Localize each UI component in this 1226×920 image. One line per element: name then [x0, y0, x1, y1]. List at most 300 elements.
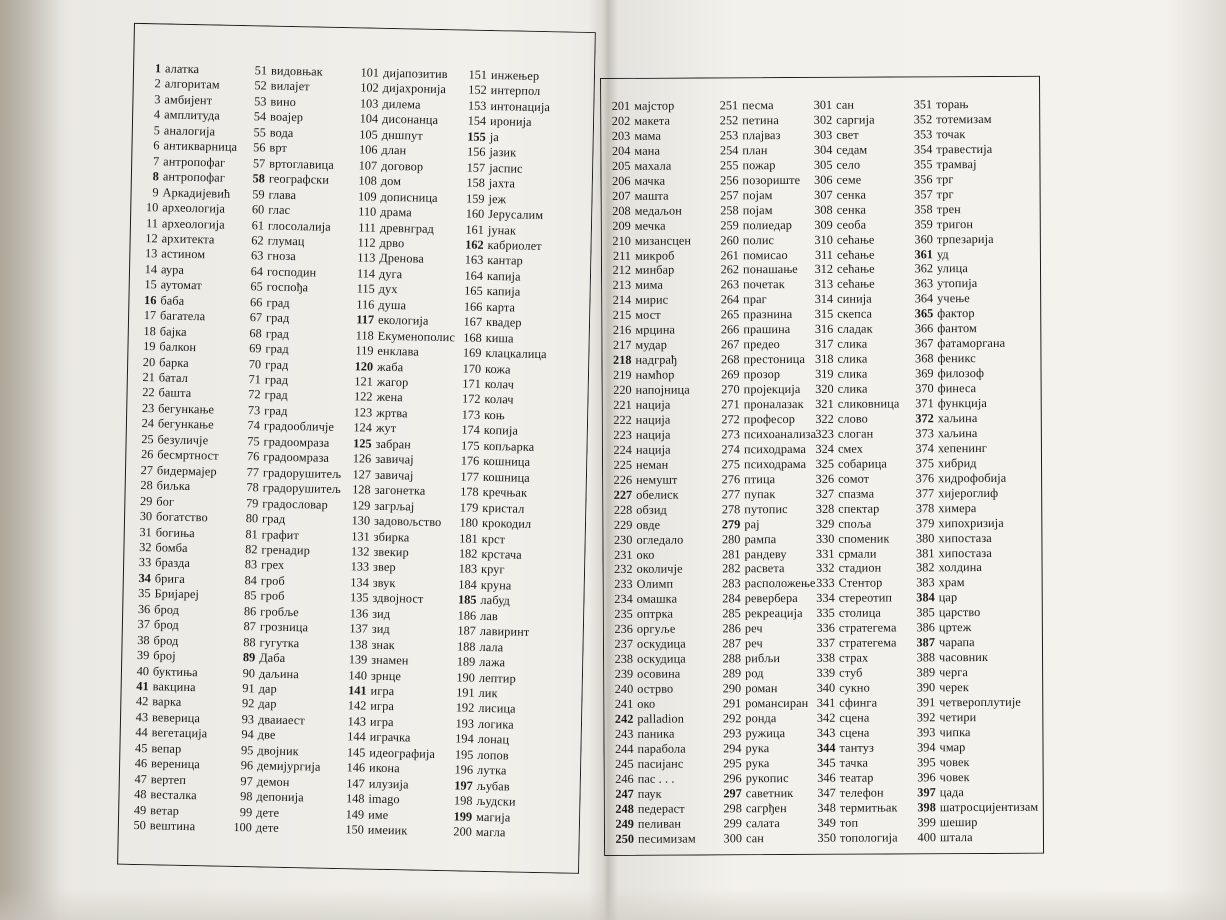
entry-word: сомот: [838, 471, 870, 486]
entry-number: 226: [613, 472, 633, 487]
entry-word: дрво: [379, 235, 405, 251]
index-entry: [127, 741, 181, 756]
entry-word: хаљина: [937, 410, 978, 426]
index-entry: [340, 807, 388, 822]
index-entry: [812, 456, 887, 470]
entry-number: 171: [462, 376, 481, 391]
index-entry: [814, 755, 868, 769]
entry-word: астином: [161, 246, 206, 262]
index-entry: [458, 299, 515, 314]
entry-word: зид: [371, 621, 391, 637]
index-entry: [814, 800, 898, 814]
entry-word: љубав: [476, 778, 510, 794]
index-entry: [718, 412, 795, 426]
entry-word: чарапа: [938, 635, 975, 650]
entry-number: 42: [135, 694, 149, 709]
index-entry: [341, 760, 400, 775]
index-entry: [461, 176, 515, 191]
index-entry: [231, 743, 299, 758]
entry-number: 106: [358, 142, 378, 157]
entry-word: дншпут: [381, 127, 423, 143]
entry-number: 32: [139, 539, 152, 555]
entry-word: завичај: [375, 451, 414, 467]
index-entry: [351, 235, 404, 250]
entry-word: Даба: [259, 650, 286, 666]
entry-number: 162: [465, 237, 484, 252]
entry-word: дијапозитив: [382, 65, 448, 82]
entry-word: архитекта: [161, 231, 215, 247]
entry-number: 396: [917, 770, 936, 785]
entry-word: бидермајер: [156, 463, 217, 479]
entry-word: град: [264, 372, 289, 387]
entry-word: паника: [637, 726, 675, 741]
index-entry: [140, 92, 212, 107]
entry-word: трг: [936, 186, 954, 201]
entry-number: 169: [462, 345, 482, 360]
index-entry: [814, 770, 874, 784]
entry-number: 215: [612, 308, 632, 323]
entry-word: кабриолет: [487, 237, 542, 253]
entry-word: археологија: [162, 200, 226, 216]
entry-number: 60: [251, 202, 265, 217]
entry-word: спектар: [838, 501, 880, 516]
index-entry: [813, 725, 869, 739]
index-entry: [717, 307, 792, 321]
entry-word: Дренова: [379, 251, 424, 267]
index-entry: [814, 785, 884, 799]
entry-number: 83: [244, 557, 258, 572]
entry-number: 247: [615, 786, 634, 801]
index-entry: [454, 515, 531, 531]
entry-number: 276: [721, 472, 741, 487]
entry-word: завичај: [374, 467, 414, 483]
entry-word: слоган: [837, 426, 874, 441]
entry-word: Јерусалим: [488, 206, 544, 223]
entry-number: 35: [138, 586, 151, 601]
entry-word: градоомраза: [263, 434, 330, 450]
entry-word: топ: [839, 815, 859, 830]
index-entry: [237, 480, 341, 496]
entry-word: макета: [634, 113, 671, 128]
entry-word: демон: [256, 774, 290, 789]
entry-number: 309: [814, 217, 833, 232]
index-entry: [460, 222, 516, 237]
entry-number: 223: [613, 427, 632, 442]
index-entry: [238, 418, 334, 434]
index-entry: [912, 426, 978, 440]
entry-word: расвета: [744, 561, 785, 576]
index-entry: [911, 202, 961, 216]
entry-number: 124: [353, 420, 373, 436]
index-entry: [451, 670, 516, 685]
entry-number: 360: [914, 231, 933, 246]
entry-number: 188: [456, 639, 476, 654]
entry-number: 214: [612, 293, 632, 308]
entry-word: саветник: [745, 785, 794, 800]
index-entry: [230, 789, 304, 804]
entry-number: 357: [914, 186, 933, 202]
index-entry: [717, 248, 788, 262]
entry-number: 243: [614, 726, 634, 741]
index-entry: [136, 293, 184, 308]
index-entry: [610, 472, 677, 486]
entry-word: ронда: [745, 711, 777, 726]
entry-word: вино: [270, 94, 297, 109]
index-entry: [610, 502, 667, 516]
index-entry: [812, 412, 868, 426]
entry-number: 6: [153, 138, 160, 153]
index-entry: [242, 202, 290, 217]
index-entry: [720, 801, 787, 815]
entry-word: квадер: [485, 315, 522, 330]
entry-word: дом: [380, 173, 402, 189]
entry-number: 81: [245, 526, 258, 541]
index-entry: [912, 486, 998, 500]
entry-number: 277: [721, 486, 741, 502]
entry-word: тантуз: [839, 740, 874, 755]
index-entry: [242, 233, 305, 248]
index-entry: [810, 172, 861, 186]
entry-number: 7: [152, 153, 160, 169]
entry-number: 221: [613, 397, 632, 412]
entry-word: сан: [745, 830, 764, 845]
entry-word: људски: [476, 793, 516, 809]
index-entry: [234, 588, 284, 603]
entry-word: звер: [372, 560, 396, 575]
entry-number: 123: [353, 405, 373, 420]
entry-number: 370: [915, 381, 934, 396]
entry-number: 253: [719, 128, 739, 143]
entry-number: 339: [816, 665, 836, 680]
entry-number: 307: [814, 187, 833, 202]
entry-word: дар: [258, 681, 277, 696]
index-entry: [340, 822, 408, 837]
entry-word: сећање: [837, 276, 875, 292]
entry-number: 380: [915, 530, 935, 545]
index-entry: [236, 526, 299, 541]
index-entry: [716, 113, 779, 127]
index-entry: [344, 621, 390, 636]
entry-number: 199: [453, 808, 473, 824]
entry-number: 134: [350, 575, 369, 590]
entry-word: богиња: [155, 524, 195, 540]
entry-number: 103: [359, 96, 379, 111]
index-entry: [609, 338, 667, 352]
entry-number: 244: [615, 741, 634, 756]
index-entry: [611, 741, 685, 755]
entry-word: рандеву: [744, 546, 787, 561]
entry-word: драма: [380, 204, 412, 220]
entry-word: кошница: [482, 469, 530, 485]
entry-number: 325: [815, 456, 835, 471]
entry-word: смех: [837, 441, 864, 456]
index-entry: [911, 291, 970, 305]
entry-number: 179: [459, 500, 479, 515]
entry-number: 131: [351, 528, 370, 544]
index-entry: [609, 293, 668, 307]
entry-number: 29: [139, 493, 153, 508]
index-entry: [814, 830, 898, 844]
entry-number: 302: [813, 112, 833, 127]
index-entry: [912, 456, 977, 470]
entry-number: 299: [723, 815, 742, 830]
index-entry: [462, 114, 532, 129]
index-entry: [911, 306, 974, 320]
entry-number: 240: [614, 681, 634, 696]
entry-number: 275: [721, 457, 741, 472]
entry-number: 230: [613, 532, 633, 547]
entry-number: 17: [143, 308, 157, 323]
index-entry: [135, 370, 188, 385]
entry-word: парабола: [637, 741, 686, 756]
entry-number: 273: [721, 427, 740, 442]
entry-number: 289: [722, 666, 742, 681]
entry-number: 166: [463, 299, 483, 314]
index-entry: [456, 407, 505, 422]
entry-word: филозоф: [937, 366, 985, 381]
entry-word: село: [836, 157, 861, 172]
entry-word: хипостаза: [938, 530, 992, 545]
entry-number: 340: [816, 680, 836, 695]
entry-word: седам: [836, 142, 868, 157]
entry-number: 98: [240, 789, 253, 804]
entry-number: 73: [247, 403, 261, 418]
entry-word: град: [265, 310, 290, 326]
index-entry: [610, 383, 690, 397]
entry-word: реч: [744, 636, 763, 651]
entry-number: 298: [723, 800, 742, 816]
index-entry: [451, 654, 505, 669]
index-entry: [134, 401, 214, 417]
entry-number: 343: [816, 725, 836, 740]
entry-number: 323: [815, 426, 834, 441]
index-entry: [132, 493, 174, 508]
entry-word: гренадир: [261, 542, 311, 558]
entry-word: глас: [268, 202, 291, 218]
entry-number: 316: [814, 322, 834, 337]
entry-number: 328: [815, 501, 835, 516]
index-entry: [239, 357, 289, 372]
index-entry: [914, 785, 964, 799]
entry-number: 137: [349, 621, 369, 636]
entry-number: 173: [461, 407, 481, 422]
entry-number: 337: [816, 635, 835, 651]
entry-number: 207: [612, 188, 631, 203]
entry-word: кристал: [482, 500, 525, 516]
entry-word: крст: [481, 531, 506, 546]
entry-number: 91: [242, 681, 255, 696]
entry-word: праг: [743, 292, 767, 307]
entry-word: жут: [375, 421, 397, 436]
entry-number: 266: [720, 322, 740, 337]
entry-number: 50: [133, 818, 147, 833]
entry-number: 350: [817, 830, 837, 845]
entry-word: нација: [635, 397, 671, 412]
entry-number: 264: [720, 292, 740, 307]
entry-number: 163: [464, 252, 484, 268]
index-entry: [810, 157, 860, 171]
entry-word: неман: [635, 457, 669, 472]
entry-word: сећање: [836, 232, 875, 247]
entry-number: 3: [154, 92, 161, 107]
entry-word: лутка: [476, 763, 507, 778]
entry-number: 181: [459, 530, 478, 546]
entry-number: 208: [612, 203, 631, 218]
entry-number: 139: [348, 652, 368, 667]
entry-number: 201: [611, 98, 631, 113]
entry-number: 145: [346, 745, 366, 760]
entry-number: 362: [914, 261, 934, 276]
index-entry: [717, 322, 790, 336]
entry-word: забран: [375, 436, 412, 452]
entry-word: мечка: [634, 218, 666, 233]
entry-number: 285: [722, 606, 741, 621]
entry-number: 80: [245, 511, 259, 526]
entry-word: лисица: [478, 701, 516, 717]
entry-word: дваиаест: [257, 712, 305, 728]
index-entry: [718, 427, 816, 442]
entry-word: градообличје: [263, 418, 335, 435]
entry-number: 151: [468, 67, 488, 82]
entry-number: 184: [458, 577, 477, 592]
entry-number: 258: [720, 202, 739, 218]
entry-word: слика: [837, 381, 868, 396]
entry-word: иронија: [489, 114, 532, 130]
entry-number: 159: [465, 191, 485, 206]
entry-number: 24: [141, 416, 155, 431]
index-entry: [244, 109, 303, 124]
index-entry: [716, 143, 767, 157]
entry-word: вертеп: [150, 771, 187, 787]
index-entry: [352, 220, 434, 236]
index-entry: [459, 253, 523, 268]
entry-word: уд: [936, 246, 949, 261]
index-entry: [450, 701, 516, 716]
index-entry: [611, 727, 674, 741]
index-entry: [448, 809, 511, 824]
entry-word: брод: [153, 617, 179, 633]
index-entry: [611, 562, 683, 576]
entry-word: реверберa: [744, 591, 798, 606]
entry-word: градословар: [262, 496, 328, 512]
entry-word: географски: [268, 171, 330, 187]
entry-word: трг: [936, 171, 954, 186]
entry-word: цртеж: [938, 620, 972, 635]
entry-word: черга: [939, 665, 968, 680]
entry-word: круна: [480, 577, 512, 593]
entry-number: 110: [358, 204, 377, 219]
entry-word: барка: [159, 354, 189, 370]
index-entry: [140, 107, 220, 123]
entry-word: зид: [372, 606, 391, 621]
entry-number: 355: [913, 157, 933, 172]
index-entry: [609, 203, 682, 217]
entry-word: гноза: [267, 248, 297, 264]
entry-number: 383: [916, 575, 935, 590]
entry-number: 198: [453, 793, 473, 808]
entry-word: черек: [939, 680, 969, 695]
index-entry: [813, 606, 881, 620]
index-entry: [719, 681, 777, 695]
entry-word: сеоба: [836, 217, 867, 232]
index-entry: [910, 112, 991, 126]
entry-word: задовољство: [373, 513, 442, 530]
entry-number: 135: [349, 590, 369, 605]
entry-word: вереница: [150, 756, 201, 772]
page-shadow: [0, 0, 60, 920]
entry-word: прашина: [743, 322, 791, 337]
index-entry: [811, 337, 867, 351]
entry-word: микроб: [634, 248, 675, 263]
index-entry: [342, 699, 394, 714]
entry-number: 378: [915, 500, 935, 515]
entry-number: 89: [242, 650, 256, 665]
index-entry: [234, 619, 308, 634]
entry-number: 331: [816, 546, 835, 561]
entry-number: 321: [815, 396, 834, 411]
entry-number: 249: [615, 816, 634, 831]
entry-number: 348: [817, 800, 836, 815]
index-entry: [129, 648, 176, 663]
index-entry: [611, 652, 686, 666]
entry-number: 279: [721, 516, 741, 531]
index-entry: [231, 774, 290, 789]
entry-word: звук: [372, 575, 396, 591]
entry-word: графит: [261, 526, 300, 542]
entry-word: загрљај: [374, 498, 415, 514]
entry-word: утопија: [937, 276, 978, 291]
entry-word: лабуд: [480, 593, 511, 608]
index-entry: [612, 816, 681, 830]
entry-word: песма: [742, 98, 774, 113]
entry-word: рука: [745, 740, 770, 756]
entry-number: 234: [614, 592, 633, 607]
entry-word: пожар: [742, 157, 776, 173]
entry-number: 13: [144, 246, 158, 261]
entry-word: синија: [837, 291, 872, 307]
index-entry: [129, 663, 198, 678]
index-entry: [914, 830, 973, 844]
entry-word: хепенинг: [937, 440, 987, 456]
index-entry: [136, 308, 205, 323]
index-entry: [914, 799, 1039, 814]
entry-number: 100: [233, 820, 253, 835]
entry-word: појам: [742, 187, 773, 202]
entry-word: инжењер: [490, 67, 540, 83]
entry-word: мана: [634, 143, 661, 158]
entry-word: срмали: [838, 546, 877, 561]
entry-word: храм: [938, 575, 965, 590]
entry-word: госпођа: [266, 279, 309, 295]
entry-number: 379: [915, 515, 935, 530]
entry-number: 116: [356, 297, 375, 312]
index-entry: [813, 681, 870, 695]
index-entry: [812, 516, 871, 530]
index-entry: [611, 607, 673, 621]
entry-word: град: [266, 295, 290, 310]
entry-number: 177: [460, 469, 480, 484]
index-entry: [459, 237, 541, 253]
entry-word: вода: [269, 125, 294, 140]
entry-word: екологија: [377, 312, 429, 328]
entry-number: 36: [137, 601, 151, 616]
entry-number: 356: [914, 172, 933, 187]
entry-number: 293: [722, 726, 742, 741]
entry-word: рампа: [744, 531, 777, 546]
entry-word: амбијент: [164, 92, 213, 108]
entry-word: нација: [635, 427, 671, 442]
index-entry: [911, 276, 977, 290]
